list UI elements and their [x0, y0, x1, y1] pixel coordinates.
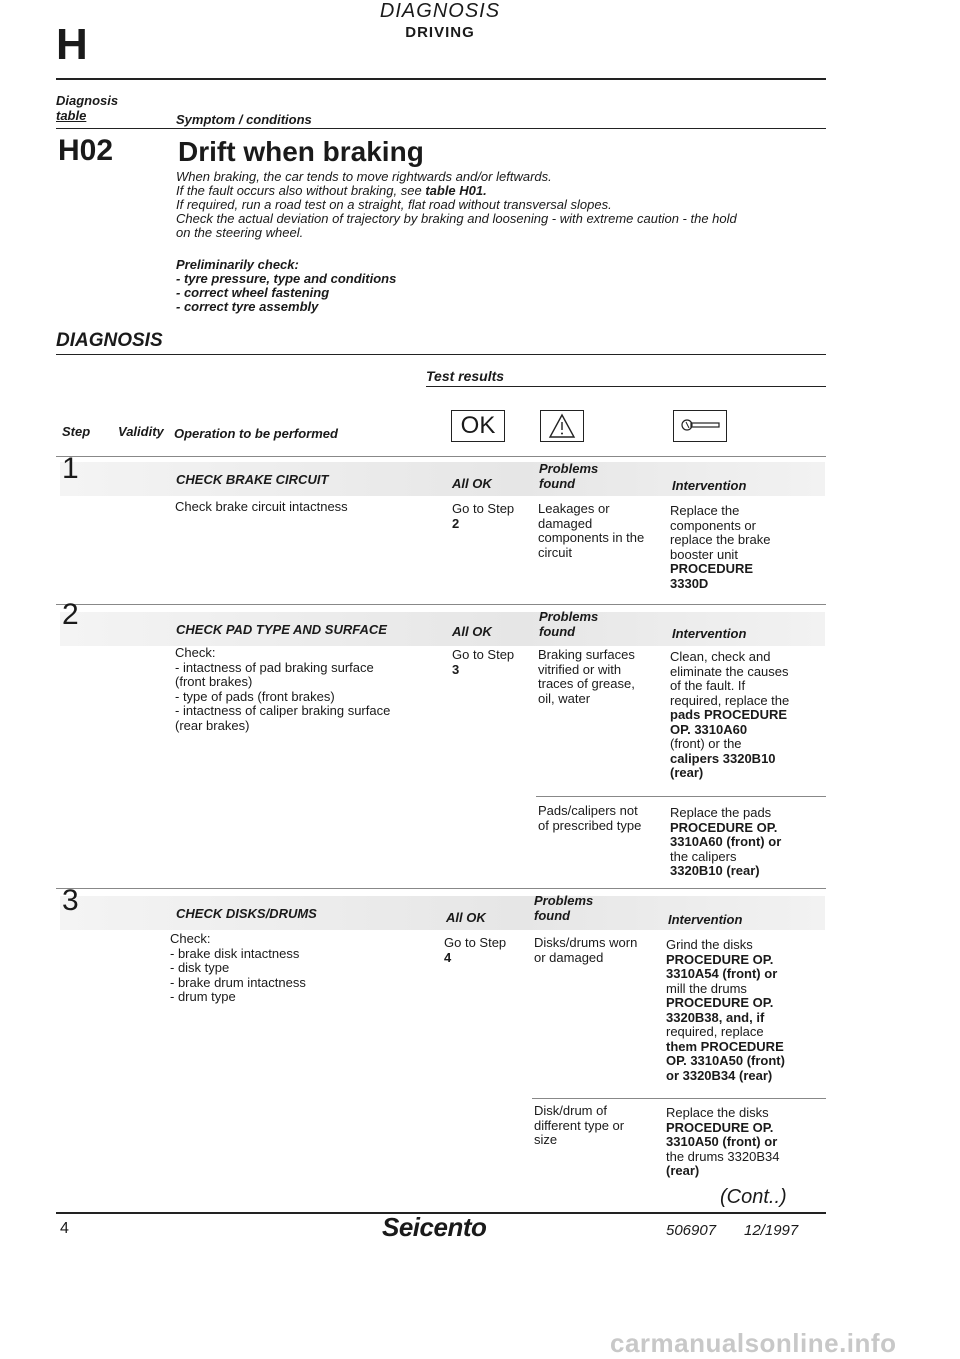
- step3-intervention: Intervention: [668, 912, 743, 927]
- step2-ok-result: Go to Step 3: [452, 647, 515, 677]
- step2-intervention: Intervention: [672, 626, 747, 641]
- step3-title: CHECK DISKS/DRUMS: [176, 906, 317, 921]
- test-results-label: Test results: [426, 368, 505, 384]
- column-step: Step: [62, 424, 91, 439]
- step3-number: 3: [62, 884, 79, 917]
- header-title: DIAGNOSIS: [379, 0, 501, 22]
- ok-icon: OK: [451, 410, 505, 442]
- brand-logo: Seicento: [382, 1212, 487, 1242]
- code-label: H02: [58, 134, 114, 167]
- step1-problem: Leakages or damaged components in the circuit: [538, 501, 645, 560]
- diagnosis-table-label: Diagnosis table: [56, 93, 119, 123]
- step3-problems: Problems found: [534, 893, 594, 923]
- preliminary-check: Preliminarily check: - tyre pressure, type and conditions - correct wheel fastening - correct tyre assembly: [176, 257, 397, 314]
- header-subtitle: DRIVING: [405, 24, 475, 41]
- page-number: 4: [60, 1220, 69, 1237]
- step1-operation: Check brake circuit intactness: [175, 499, 348, 514]
- doc-number: 506907: [666, 1222, 717, 1239]
- step1-intervention-text: Replace the components or replace the brake booster unit PROCEDURE 3330D: [670, 503, 771, 591]
- step2-intervention-text: Clean, check and eliminate the causes of the fault. If required, replace the pads PROCEDURE OP. 3310A60 (front) or the calipers 3320B10 (rear): [670, 649, 790, 780]
- step2-intervention-2: Replace the pads PROCEDURE OP. 3310A60 (front) or the calipers 3320B10 (rear): [670, 805, 782, 878]
- step3-subrule: [532, 1098, 826, 1099]
- wrench-icon: [673, 410, 727, 442]
- step3-all-ok: All OK: [446, 910, 486, 925]
- step1-ok-result: Go to Step 2: [452, 501, 515, 531]
- symptom-conditions-label: Symptom / conditions: [176, 112, 312, 127]
- watermark: carmanualsonline.info: [610, 1328, 897, 1358]
- step1-title: CHECK BRAKE CIRCUIT: [176, 472, 329, 487]
- step2-rule: [56, 604, 826, 605]
- section-letter: H: [56, 20, 88, 69]
- step2-problem-2: Pads/calipers not of prescribed type: [538, 803, 642, 833]
- step1-intervention: Intervention: [672, 478, 747, 493]
- column-operation: Operation to be performed: [174, 426, 338, 441]
- step3-ok-result: Go to Step 4: [444, 935, 507, 965]
- step3-rule: [56, 888, 826, 889]
- step3-operation: Check: - brake disk intactness - disk type - brake drum intactness - drum type: [170, 931, 306, 1004]
- intro-text: When braking, the car tends to move rightwards and/or leftwards. If the fault occurs also without braking, see table H01. If required, run a road test on a straight, flat road without transversal slopes. Check the actual deviation of trajectory by braking and loosening - with extreme caution - the hold on the steering wheel.: [176, 169, 737, 240]
- step1-number: 1: [62, 452, 79, 485]
- step1-all-ok: All OK: [452, 476, 492, 491]
- step2-title: CHECK PAD TYPE AND SURFACE: [176, 622, 387, 637]
- step3-intervention-2: Replace the disks PROCEDURE OP. 3310A50 (front) or the drums 3320B34 (rear): [666, 1105, 780, 1178]
- page-title: Drift when braking: [178, 136, 424, 167]
- step3-problem-2: Disk/drum of different type or size: [534, 1103, 625, 1147]
- symptom-rule: [56, 128, 826, 129]
- step1-rule: [56, 456, 826, 457]
- column-validity: Validity: [118, 424, 164, 439]
- diagnosis-title: DIAGNOSIS: [56, 330, 163, 351]
- doc-date: 12/1997: [744, 1222, 799, 1239]
- step1-problems: Problems found: [539, 461, 599, 491]
- test-results-rule: [426, 386, 826, 387]
- diagnosis-rule: [56, 354, 826, 355]
- step3-intervention-text: Grind the disks PROCEDURE OP. 3310A54 (front) or mill the drums PROCEDURE OP. 3320B38, and, if required, replace them PROCEDURE OP. 3310A50 (front) or 3320B34 (rear): [666, 937, 785, 1083]
- continued-label: (Cont..): [720, 1186, 787, 1208]
- step2-problem: Braking surfaces vitrified or with traces of grease, oil, water: [538, 647, 635, 706]
- step2-all-ok: All OK: [452, 624, 492, 639]
- step2-subrule: [536, 796, 826, 797]
- step3-problem: Disks/drums worn or damaged: [534, 935, 638, 965]
- header-rule: [56, 78, 826, 80]
- step2-operation: Check: - intactness of pad braking surface (front brakes) - type of pads (front brakes) - intactness of caliper braking surface (rear brakes): [175, 645, 391, 733]
- warning-icon: [540, 410, 584, 442]
- step2-problems: Problems found: [539, 609, 599, 639]
- step2-number: 2: [62, 598, 79, 631]
